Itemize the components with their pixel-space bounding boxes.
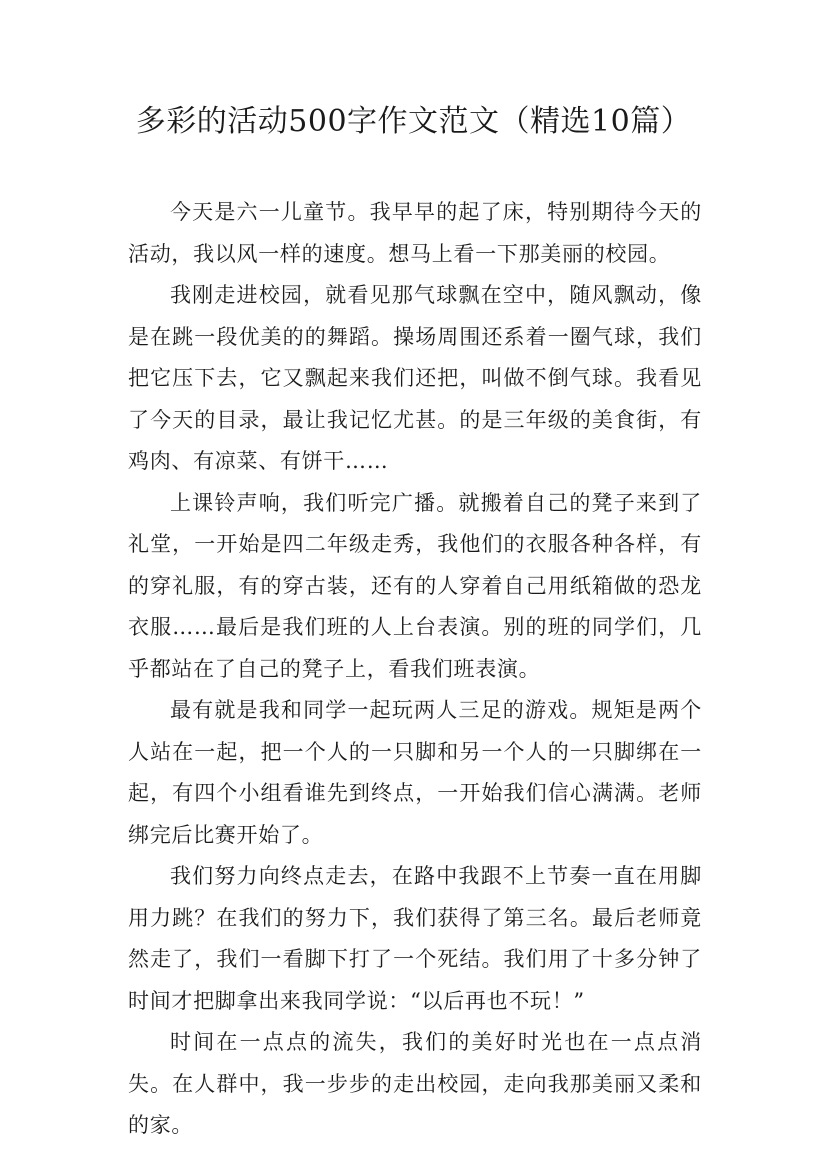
paragraph-5: 我们努力向终点走去，在路中我跟不上节奏一直在用脚用力跳？在我们的努力下，我们获得了第三名。最后老师竟然走了，我们一看脚下打了一个死结。我们用了十多分钟了时间才把脚拿出来我同学说：“以后再也不玩！” [128,864,702,1013]
paragraph-6: 时间在一点点的流失，我们的美好时光也在一点点消失。在人群中，我一步步的走出校园，走向我那美丽又柔和的家。 [128,1030,702,1137]
paragraph-2: 我刚走进校园，就看见那气球飘在空中，随风飘动，像是在跳一段优美的的舞蹈。操场周围还系着一圈气球，我们把它压下去，它又飘起来我们还把，叫做不倒气球。我看见了今天的目录，最让我记忆尤甚。的是三年级的美食街，有鸡肉、有凉菜、有饼干…… [128,283,702,473]
paragraph-3: 上课铃声响，我们听完广播。就搬着自己的凳子来到了礼堂，一开始是四二年级走秀，我他们的衣服各种各样，有的穿礼服，有的穿古装，还有的人穿着自己用纸箱做的恐龙衣服……最后是我们班的人上台表演。别的班的同学们，几乎都站在了自己的凳子上，看我们班表演。 [128,490,702,681]
document-title: 多彩的活动500字作文范文（精选10篇） [135,104,692,139]
document-body [128,192,702,1147]
paragraph-4: 最有就是我和同学一起玩两人三足的游戏。规矩是两个人站在一起，把一个人的一只脚和另一个人的一只脚绑在一起，有四个小组看谁先到终点，一开始我们信心满满。老师绑完后比赛开始了。 [128,698,702,847]
paragraph-1: 今天是六一儿童节。我早早的起了床，特别期待今天的活动，我以风一样的速度。想马上看一下那美丽的校园。 [128,200,702,266]
